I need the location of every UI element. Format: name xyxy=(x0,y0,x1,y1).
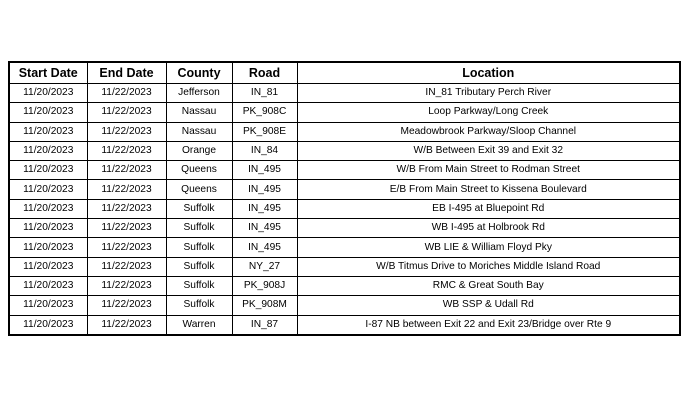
start-date-cell: 11/20/2023 xyxy=(9,103,87,122)
start-date-cell: 11/20/2023 xyxy=(9,199,87,218)
start-date-cell: 11/20/2023 xyxy=(9,238,87,257)
column-header-road: Road xyxy=(232,62,297,84)
start-date-cell: 11/20/2023 xyxy=(9,219,87,238)
header-row xyxy=(9,62,680,84)
table-row xyxy=(9,238,680,257)
table-row xyxy=(9,103,680,122)
column-header-county: County xyxy=(166,62,232,84)
table-row xyxy=(9,161,680,180)
location-cell: WB I-495 at Holbrook Rd xyxy=(297,219,680,238)
county-cell: Nassau xyxy=(166,103,232,122)
end-date-cell: 11/22/2023 xyxy=(87,238,166,257)
end-date-cell: 11/22/2023 xyxy=(87,161,166,180)
road-cell: IN_84 xyxy=(232,141,297,160)
road-cell: IN_495 xyxy=(232,180,297,199)
location-cell: IN_81 Tributary Perch River xyxy=(297,84,680,103)
table-row xyxy=(9,296,680,315)
location-cell: W/B Titmus Drive to Moriches Middle Island Road xyxy=(297,257,680,276)
end-date-cell: 11/22/2023 xyxy=(87,257,166,276)
road-cell: PK_908E xyxy=(232,122,297,141)
start-date-cell: 11/20/2023 xyxy=(9,122,87,141)
county-cell: Suffolk xyxy=(166,219,232,238)
end-date-cell: 11/22/2023 xyxy=(87,315,166,335)
closures-table-container xyxy=(8,61,679,336)
location-cell: EB I-495 at Bluepoint Rd xyxy=(297,199,680,218)
column-header-start-date: Start Date xyxy=(9,62,87,84)
start-date-cell: 11/20/2023 xyxy=(9,141,87,160)
location-cell: Loop Parkway/Long Creek xyxy=(297,103,680,122)
road-cell: PK_908J xyxy=(232,276,297,295)
end-date-cell: 11/22/2023 xyxy=(87,103,166,122)
table-row xyxy=(9,122,680,141)
county-cell: Suffolk xyxy=(166,238,232,257)
start-date-cell: 11/20/2023 xyxy=(9,276,87,295)
location-cell: I-87 NB between Exit 22 and Exit 23/Bridge over Rte 9 xyxy=(297,315,680,335)
road-cell: IN_495 xyxy=(232,238,297,257)
table-row xyxy=(9,276,680,295)
table-row xyxy=(9,199,680,218)
table-body xyxy=(9,84,680,335)
table-row xyxy=(9,219,680,238)
county-cell: Nassau xyxy=(166,122,232,141)
start-date-cell: 11/20/2023 xyxy=(9,296,87,315)
column-header-location: Location xyxy=(297,62,680,84)
start-date-cell: 11/20/2023 xyxy=(9,180,87,199)
start-date-cell: 11/20/2023 xyxy=(9,257,87,276)
start-date-cell: 11/20/2023 xyxy=(9,315,87,335)
road-cell: IN_495 xyxy=(232,161,297,180)
county-cell: Orange xyxy=(166,141,232,160)
end-date-cell: 11/22/2023 xyxy=(87,141,166,160)
county-cell: Jefferson xyxy=(166,84,232,103)
county-cell: Suffolk xyxy=(166,257,232,276)
location-cell: W/B From Main Street to Rodman Street xyxy=(297,161,680,180)
location-cell: W/B Between Exit 39 and Exit 32 xyxy=(297,141,680,160)
county-cell: Suffolk xyxy=(166,199,232,218)
table-row xyxy=(9,180,680,199)
road-cell: PK_908C xyxy=(232,103,297,122)
location-cell: WB LIE & William Floyd Pky xyxy=(297,238,680,257)
road-cell: IN_495 xyxy=(232,219,297,238)
road-cell: IN_495 xyxy=(232,199,297,218)
table-header xyxy=(9,62,680,84)
end-date-cell: 11/22/2023 xyxy=(87,219,166,238)
end-date-cell: 11/22/2023 xyxy=(87,180,166,199)
table-row xyxy=(9,257,680,276)
end-date-cell: 11/22/2023 xyxy=(87,122,166,141)
location-cell: E/B From Main Street to Kissena Boulevard xyxy=(297,180,680,199)
table-row xyxy=(9,315,680,335)
road-cell: PK_908M xyxy=(232,296,297,315)
road-cell: IN_87 xyxy=(232,315,297,335)
county-cell: Suffolk xyxy=(166,276,232,295)
county-cell: Suffolk xyxy=(166,296,232,315)
end-date-cell: 11/22/2023 xyxy=(87,199,166,218)
start-date-cell: 11/20/2023 xyxy=(9,161,87,180)
end-date-cell: 11/22/2023 xyxy=(87,84,166,103)
end-date-cell: 11/22/2023 xyxy=(87,276,166,295)
road-cell: NY_27 xyxy=(232,257,297,276)
table-row xyxy=(9,84,680,103)
location-cell: WB SSP & Udall Rd xyxy=(297,296,680,315)
location-cell: RMC & Great South Bay xyxy=(297,276,680,295)
closures-table xyxy=(8,61,681,336)
location-cell: Meadowbrook Parkway/Sloop Channel xyxy=(297,122,680,141)
county-cell: Warren xyxy=(166,315,232,335)
table-row xyxy=(9,141,680,160)
road-cell: IN_81 xyxy=(232,84,297,103)
end-date-cell: 11/22/2023 xyxy=(87,296,166,315)
county-cell: Queens xyxy=(166,161,232,180)
county-cell: Queens xyxy=(166,180,232,199)
start-date-cell: 11/20/2023 xyxy=(9,84,87,103)
column-header-end-date: End Date xyxy=(87,62,166,84)
